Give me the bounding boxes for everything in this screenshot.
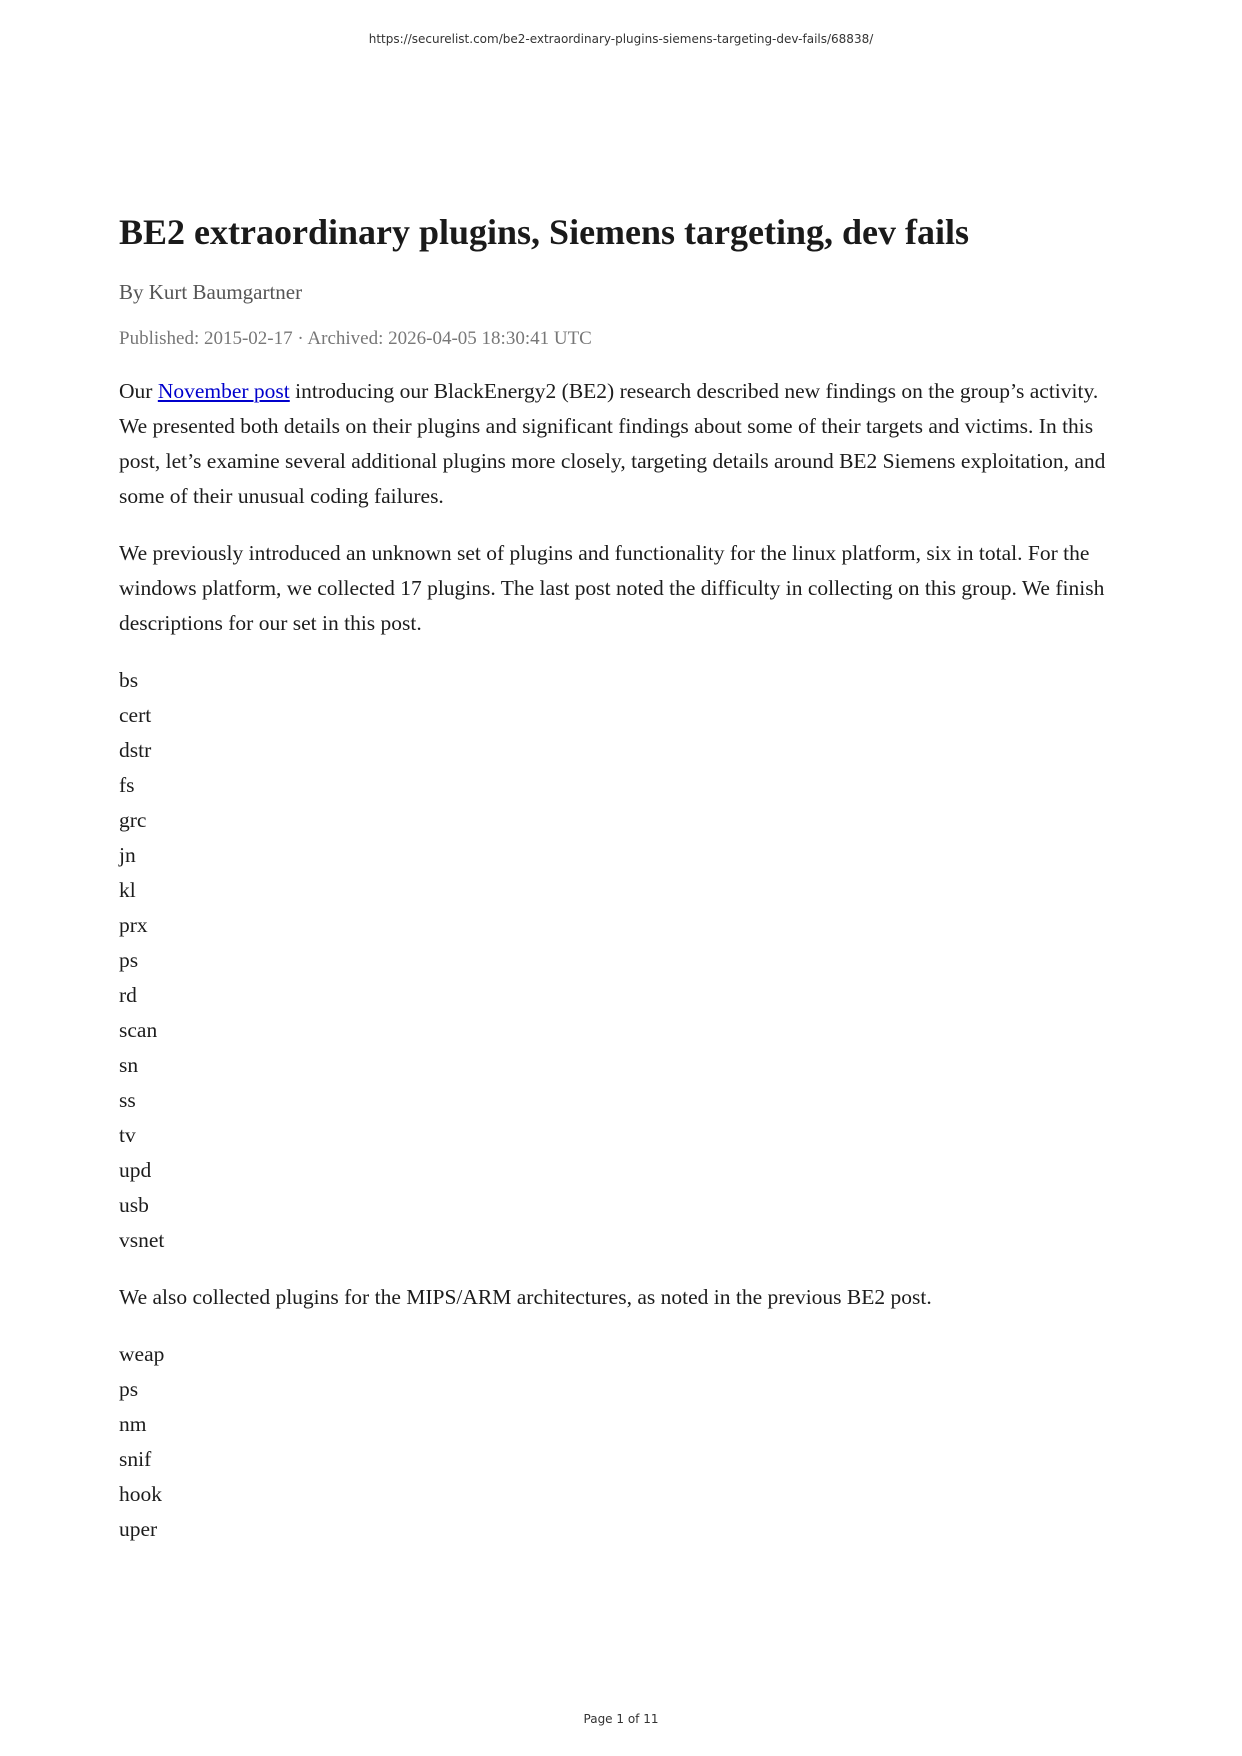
list-item: tv: [119, 1123, 136, 1147]
list-item: ss: [119, 1088, 136, 1112]
article-byline: By Kurt Baumgartner: [119, 280, 303, 304]
intro-suffix: introducing our BlackEnergy2 (BE2) research described new findings on the group’s activity. We presented both details on their plugins and significant findings about some of their targets and victims. In this post, let’s examine several additional plugins more closely, targeting details around BE2 Siemens exploitation, and some of their unusual coding failures.: [119, 379, 1106, 508]
list-item: scan: [119, 1018, 158, 1042]
intro-paragraph: [119, 374, 1129, 514]
list-item: ps: [119, 948, 139, 972]
page-url-header: https://securelist.com/be2-extraordinary-plugins-siemens-targeting-dev-fails/68838/: [368, 32, 874, 46]
list-item: upd: [119, 1158, 152, 1182]
list-item: rd: [119, 983, 137, 1007]
list-item: fs: [119, 773, 135, 797]
list-item: jn: [119, 843, 136, 867]
list-item: cert: [119, 703, 152, 727]
article-meta: Published: 2015-02-17 · Archived: 2026-04-05 18:30:41 UTC: [119, 328, 592, 349]
list-item: prx: [119, 913, 148, 937]
windows-plugin-list: [119, 663, 1129, 1258]
intro-prefix: Our: [119, 379, 158, 403]
mips-arm-paragraph: We also collected plugins for the MIPS/ARM architectures, as noted in the previous BE2 post.: [119, 1285, 932, 1309]
list-item: sn: [119, 1053, 139, 1077]
list-item: grc: [119, 808, 147, 832]
list-item: snif: [119, 1447, 152, 1471]
november-post-link[interactable]: November post: [157, 379, 290, 403]
mips-arm-plugin-list: [119, 1337, 1129, 1547]
article-content: [119, 210, 1129, 1547]
list-item: usb: [119, 1193, 149, 1217]
list-item: hook: [119, 1482, 162, 1506]
list-item: uper: [119, 1517, 158, 1541]
list-item: kl: [119, 878, 136, 902]
list-item: vsnet: [119, 1228, 165, 1252]
list-item: nm: [119, 1412, 147, 1436]
list-item: dstr: [119, 738, 152, 762]
list-item: bs: [119, 668, 139, 692]
article-title: BE2 extraordinary plugins, Siemens targeting, dev fails: [119, 212, 970, 252]
plugins-paragraph: We previously introduced an unknown set of plugins and functionality for the linux platform, six in total. For the windows platform, we collected 17 plugins. The last post noted the difficulty in collecting on this group. We finish descriptions for our set in this post.: [119, 541, 1105, 635]
page-number: Page 1 of 11: [583, 1712, 659, 1726]
list-item: ps: [119, 1377, 139, 1401]
list-item: weap: [119, 1342, 165, 1366]
